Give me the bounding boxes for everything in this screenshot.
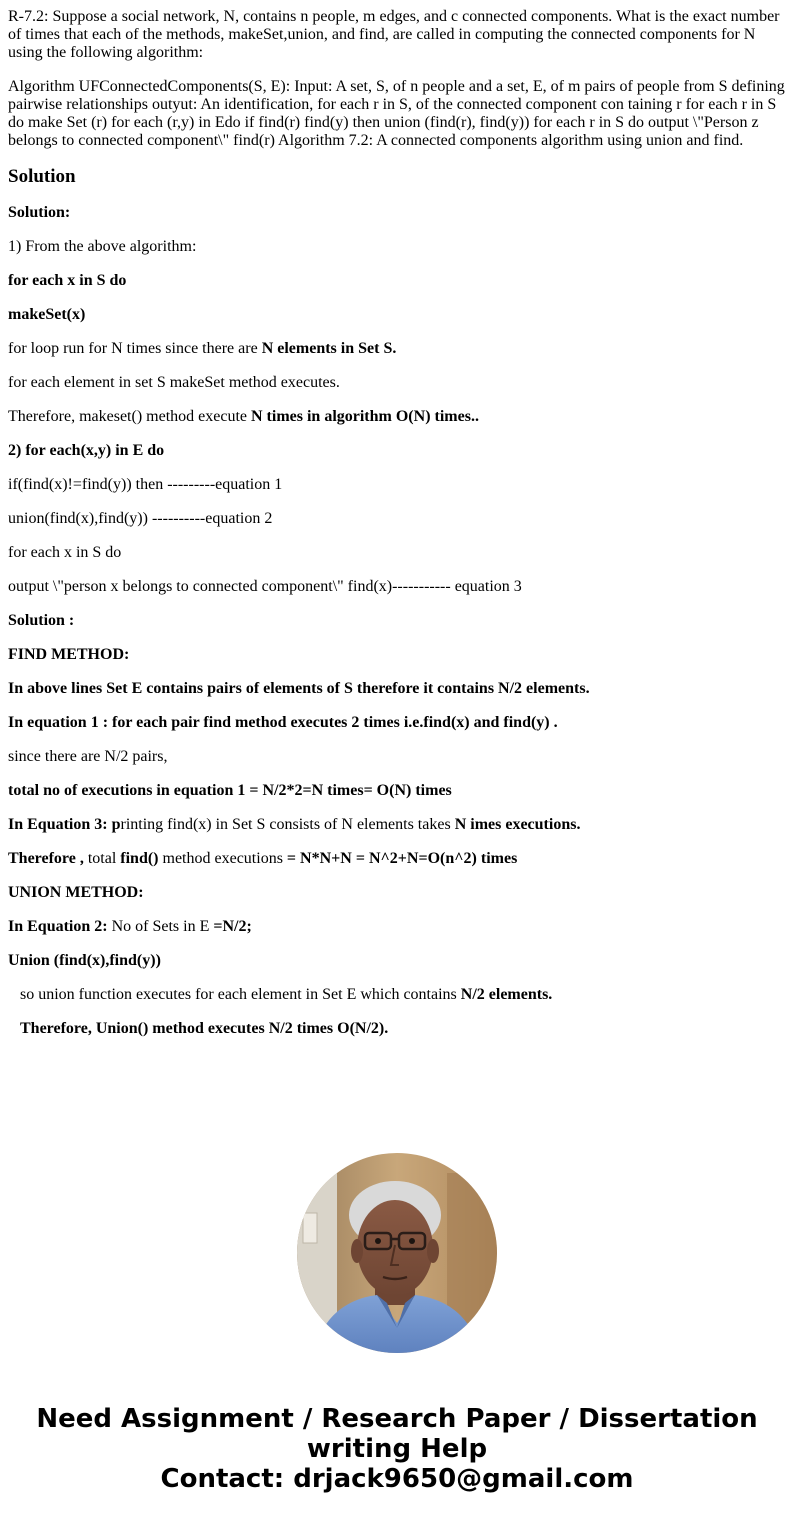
footer-ad bbox=[0, 1404, 794, 1494]
union-method-heading: UNION METHOD: bbox=[8, 884, 144, 901]
solution-line: 1) From the above algorithm: bbox=[8, 238, 197, 255]
solution-line: In above lines Set E contains pairs of elements of S therefore it contains N/2 elements. bbox=[8, 680, 590, 697]
author-portrait-icon bbox=[297, 1153, 497, 1353]
footer-line: Need Assignment / Research Paper / Dissertation bbox=[36, 1404, 758, 1434]
footer-contact: Contact: drjack9650@gmail.com bbox=[160, 1464, 634, 1494]
footer-line: writing Help bbox=[306, 1434, 488, 1464]
solution-line: Therefore, makeset() method execute N times in algorithm O(N) times.. bbox=[8, 408, 479, 425]
solution-line: output \"person x belongs to connected component\" find(x)----------- equation 3 bbox=[8, 578, 522, 595]
find-method-heading: FIND METHOD: bbox=[8, 646, 130, 663]
solution-line: if(find(x)!=find(y)) then ---------equation 1 bbox=[8, 476, 283, 493]
solution-line: Therefore, Union() method executes N/2 times O(N/2). bbox=[20, 1020, 389, 1037]
solution-line: In Equation 2: No of Sets in E =N/2; bbox=[8, 918, 252, 935]
question-algorithm: Algorithm UFConnectedComponents(S, E): Input: A set, S, of n people and a set, E, of m pairs of people from S defining pairwise relationships outyut: An identification, for each r in S, of the connected component con taining r for each r in S do make Set (r) for each (r,y) in Edo if find(r) find(y) then union (find(r), find(y)) for each r in S do output \"Person z belongs to connected component\" find(r) Algorithm 7.2: A connected components algorithm using union and find. bbox=[8, 78, 785, 149]
solution-line: Union (find(x),find(y)) bbox=[8, 952, 161, 969]
solution-line: so union function executes for each element in Set E which contains N/2 elements. bbox=[20, 986, 553, 1003]
solution-line: since there are N/2 pairs, bbox=[8, 748, 168, 765]
solution-line: total no of executions in equation 1 = N/2*2=N times= O(N) times bbox=[8, 782, 452, 799]
question-intro: R-7.2: Suppose a social network, N, contains n people, m edges, and c connected components. What is the exact number of times that each of the methods, makeSet,union, and find, are called in computing the connected components for N using the following algorithm: bbox=[8, 8, 780, 61]
solution-line: for each x in S do bbox=[8, 272, 127, 289]
solution-line: union(find(x),find(y)) ----------equation 2 bbox=[8, 510, 273, 527]
solution-line: makeSet(x) bbox=[8, 306, 86, 323]
document-content bbox=[8, 8, 786, 1054]
solution-line: for each element in set S makeSet method executes. bbox=[8, 374, 340, 391]
solution-line: Therefore , total find() method executions = N*N+N = N^2+N=O(n^2) times bbox=[8, 850, 518, 867]
solution-line: for loop run for N times since there are N elements in Set S. bbox=[8, 340, 397, 357]
solution-line: In equation 1 : for each pair find method executes 2 times i.e.find(x) and find(y) . bbox=[8, 714, 558, 731]
solution-line: In Equation 3: printing find(x) in Set S consists of N elements takes N imes executions. bbox=[8, 816, 581, 833]
solution-label: Solution: bbox=[8, 204, 71, 221]
author-photo bbox=[297, 1153, 497, 1353]
solution-line: Solution : bbox=[8, 612, 75, 629]
solution-heading: Solution bbox=[8, 166, 76, 187]
solution-line: 2) for each(x,y) in E do bbox=[8, 442, 165, 459]
solution-line: for each x in S do bbox=[8, 544, 122, 561]
